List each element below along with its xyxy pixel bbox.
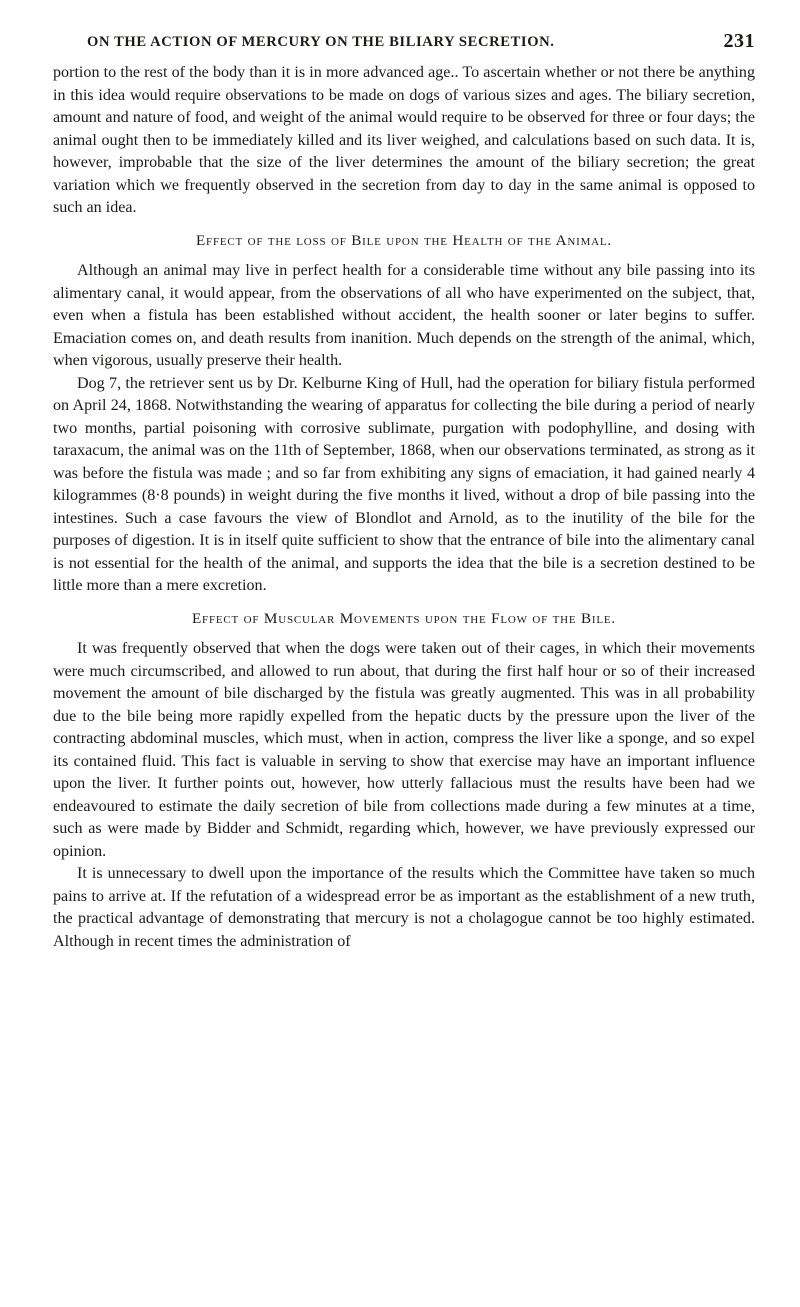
paragraph: It was frequently observed that when the dogs were taken out of their cages, in which their movements were much circumscribed, and allowed to run about, that during the first half hour or so of their increased movement the amount of bile discharged by the fistula was greatly augmented. This was in all probability due to the bile being more rapidly expelled from the hepatic ducts by the pressure upon the liver of the contracting abdominal muscles, which must, when in action, compress the liver like a sponge, and so expel its contained fluid. This fact is valuable in serving to show that exercise may have an important influence upon the liver. It further points out, however, how utterly fallacious must the results have been had we endeavoured to estimate the daily secretion of bile from collections made during a few minutes at a time, such as were made by Bidder and Schmidt, regarding which, however, we have previously expressed our opinion. <box>53 640 755 860</box>
running-head-title: ON THE ACTION OF MERCURY ON THE BILIARY SECRETION. <box>87 34 555 50</box>
section-heading-loss-of-bile: Effect of the loss of Bile upon the Health of the Animal. <box>195 231 613 249</box>
page-number: 231 <box>723 30 755 52</box>
section-heading-muscular-movements: Effect of Muscular Movements upon the Flow of the Bile. <box>191 609 617 627</box>
page-body <box>53 62 755 953</box>
running-head <box>53 24 755 54</box>
paragraph-continued: portion to the rest of the body than it is in more advanced age.. To ascertain whether or not there be anything in this idea would require observations to be made on dogs of various sizes and ages. The biliary secretion, amount and nature of food, and weight of the animal would require to be observed for three or four days; the animal ought then to be immediately killed and its liver weighed, and calculations based on such data. It is, however, improbable that the size of the liver determines the amount of the biliary secretion; the great variation which we frequently observed in the secretion from day to day in the same animal is opposed to such an idea. <box>53 64 755 216</box>
book-page <box>53 24 755 953</box>
paragraph: Dog 7, the retriever sent us by Dr. Kelburne King of Hull, had the operation for biliary fistula performed on April 24, 1868. Notwithstanding the wearing of apparatus for collecting the bile during a period of nearly two months, partial poisoning with corrosive sublimate, purgation with podophylline, and dosing with taraxacum, the animal was on the 11th of September, 1868, when our observations terminated, as strong as it was before the fistula was made ; and so far from exhibiting any signs of emaciation, it had gained nearly 4 kilogrammes (8·8 pounds) in weight during the five months it lived, without a drop of bile passing into the intestines. Such a case favours the view of Blondlot and Arnold, as to the inutility of the bile for the purposes of digestion. It is in itself quite sufficient to show that the entrance of bile into the alimentary canal is not essential for the health of the animal, and supports the idea that the bile is a secretion destined to be little more than a mere excretion. <box>53 374 755 594</box>
paragraph: It is unnecessary to dwell upon the importance of the results which the Committee have taken so much pains to arrive at. If the refutation of a widespread error be as important as the establishment of a new truth, the practical advantage of demonstrating that mercury is not a cholagogue cannot be too highly estimated. Although in recent times the administration of <box>53 865 755 950</box>
paragraph: Although an animal may live in perfect health for a considerable time without any bile passing into its alimentary canal, it would appear, from the observations of all who have experimented on the subject, that, even when a fistula has been established without accident, the health sooner or later begins to suffer. Emaciation comes on, and death results from inanition. Much depends on the strength of the animal, which, when vigorous, usually preserve their health. <box>53 262 755 369</box>
